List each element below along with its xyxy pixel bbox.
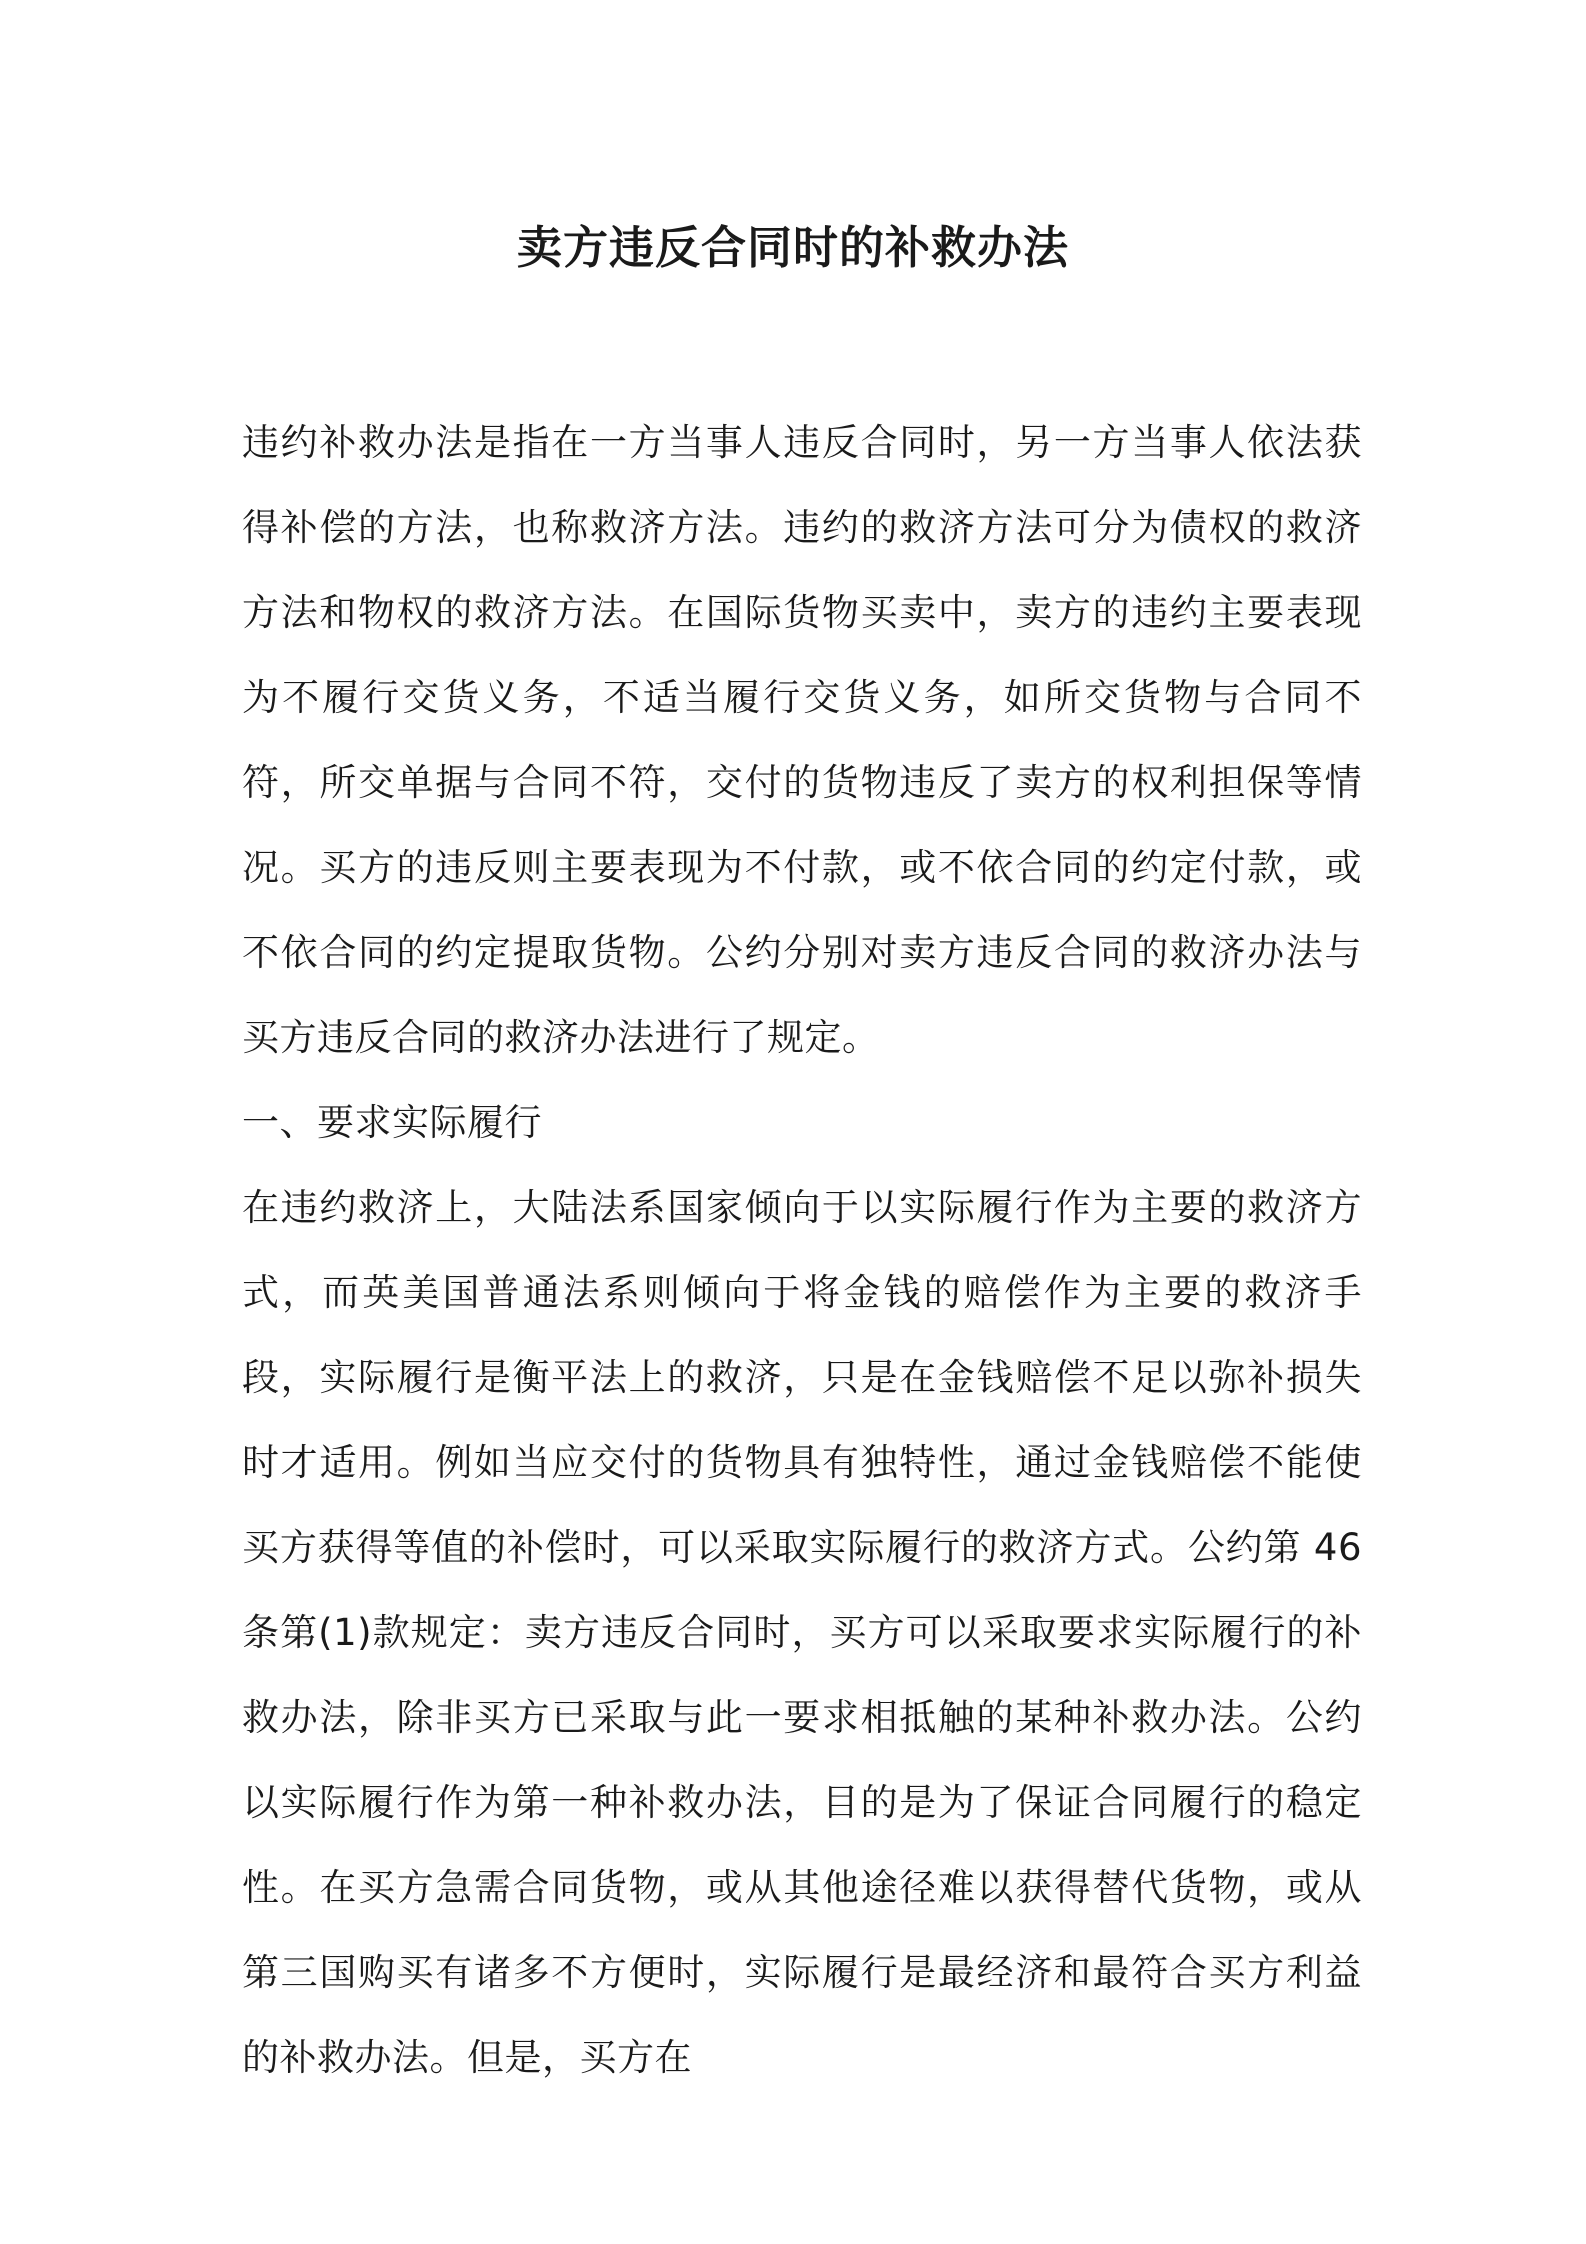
intro-paragraph: 违约补救办法是指在一方当事人违反合同时，另一方当事人依法获得补偿的方法，也称救济方法。违约的救济方法可分为债权的救济方法和物权的救济方法。在国际货物买卖中，卖方的违约主要表现为不履行交货义务，不适当履行交货义务，如所交货物与合同不符，所交单据与合同不符，交付的货物违反了卖方的权利担保等情况。买方的违反则主要表现为不付款，或不依合同的约定付款，或不依合同的约定提取货物。公约分别对卖方违反合同的救济办法与买方违反合同的救济办法进行了规定。 [242, 421, 1362, 1059]
section-paragraph-actual-performance: 在违约救济上，大陆法系国家倾向于以实际履行作为主要的救济方式，而英美国普通法系则倾向于将金钱的赔偿作为主要的救济手段，实际履行是衡平法上的救济，只是在金钱赔偿不足以弥补损失时才适用。例如当应交付的货物具有独特性，通过金钱赔偿不能使买方获得等值的补偿时，可以采取实际履行的救济方式。公约第 46 条第(1)款规定：卖方违反合同时，买方可以采取要求实际履行的补救办法，除非买方已采取与此一要求相抵触的某种补救办法。公约以实际履行作为第一种补救办法，目的是为了保证合同履行的稳定性。在买方急需合同货物，或从其他途径难以获得替代货物，或从第三国购买有诸多不方便时，实际履行是最经济和最符合买方利益的补救办法。但是，买方在 [242, 1186, 1362, 2079]
section-heading-actual-performance: 一、要求实际履行 [242, 1101, 542, 1144]
document-title: 卖方违反合同时的补救办法 [516, 221, 1069, 274]
document-body [242, 400, 1362, 2100]
